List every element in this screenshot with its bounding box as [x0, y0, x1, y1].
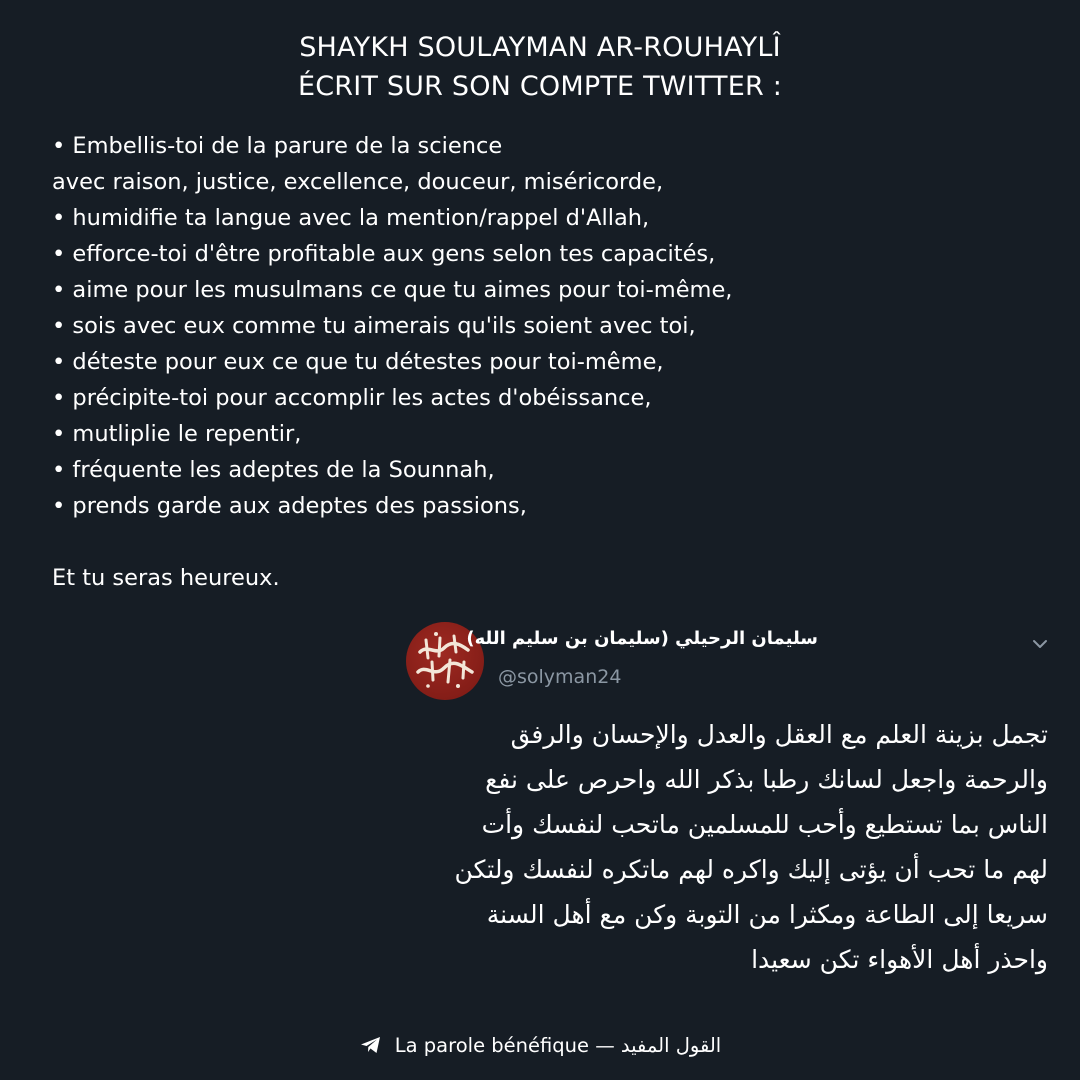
title-line-2: ÉCRIT SUR SON COMPTE TWITTER :: [297, 71, 783, 102]
footer-text: La parole bénéfique — القول المفيد: [394, 1033, 722, 1057]
telegram-icon: [359, 1033, 383, 1057]
tweet-line: والرحمة واجعل لسانك رطبا بذكر الله واحرص على نفع: [485, 765, 1048, 794]
text-line: • prends garde aux adeptes des passions,: [52, 493, 527, 519]
user-handle[interactable]: @solyman24: [498, 666, 622, 688]
text-line: avec raison, justice, excellence, douceur, miséricorde,: [52, 169, 664, 195]
text-line: • efforce-toi d'être profitable aux gens selon tes capacités,: [52, 241, 716, 267]
text-line: • mutliplie le repentir,: [52, 421, 302, 447]
tweet-line: الناس بما تستطيع وأحب للمسلمين ماتحب لنفسك وأت: [481, 810, 1048, 839]
text-line: • humidifie ta langue avec la mention/rappel d'Allah,: [52, 205, 650, 231]
footer-credit: [0, 1028, 1080, 1062]
text-line: • fréquente les adeptes de la Sounnah,: [52, 457, 495, 483]
tweet-text: [400, 712, 1048, 982]
text-line: • précipite-toi pour accomplir les actes d'obéissance,: [52, 385, 652, 411]
text-line: • Embellis-toi de la parure de la science: [52, 133, 503, 159]
text-line: • sois avec eux comme tu aimerais qu'ils soient avec toi,: [52, 313, 696, 339]
tweet-line: لهم ما تحب أن يؤتى إليك واكره لهم ماتكره لنفسك ولتكن: [454, 855, 1048, 884]
tweet-line: سريعا إلى الطاعة ومكثرا من التوبة وكن مع أهل السنة: [486, 900, 1048, 929]
closing-line: Et tu seras heureux.: [52, 565, 280, 591]
title-line-1: SHAYKH SOULAYMAN AR-ROUHAYLÎ: [299, 32, 781, 63]
tweet-author: [406, 620, 1056, 700]
text-line: • déteste pour eux ce que tu détestes pour toi-même,: [52, 349, 664, 375]
french-translation: [52, 128, 1052, 524]
chevron-down-icon[interactable]: [1028, 632, 1052, 656]
tweet-line: تجمل بزينة العلم مع العقل والعدل والإحسان والرفق: [510, 720, 1048, 749]
tweet-line: واحذر أهل الأهواء تكن سعيدا: [751, 945, 1048, 974]
post-title: [0, 28, 1080, 106]
text-line: • aime pour les musulmans ce que tu aimes pour toi-même,: [52, 277, 733, 303]
display-name[interactable]: سليمان الرحيلي (سليمان بن سليم الله): [466, 628, 818, 649]
